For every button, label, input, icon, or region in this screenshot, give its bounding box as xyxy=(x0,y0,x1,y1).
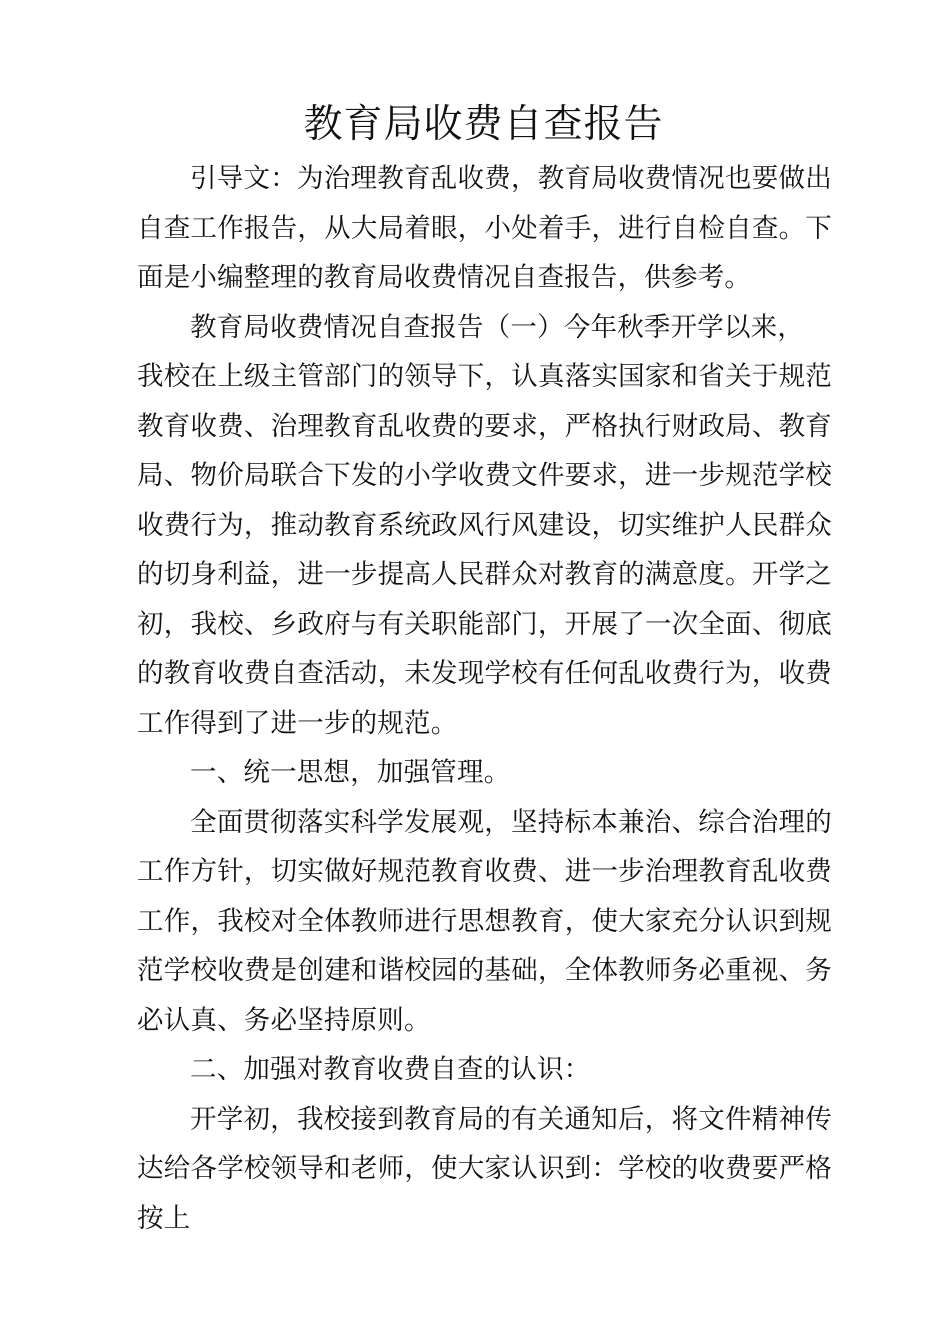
report-body-paragraph: 我校在上级主管部门的领导下，认真落实国家和省关于规范教育收费、治理教育乱收费的要求，严格执行财政局、教育局、物价局联合下发的小学收费文件要求，进一步规范学校收费行为，推动教育系统政风行风建设，切实维护人民群众的切身利益，进一步提高人民群众对教育的满意度。开学之初，我校、乡政府与有关职能部门，开展了一次全面、彻底的教育收费自查活动，未发现学校有任何乱收费行为，收费工作得到了进一步的规范。 xyxy=(137,361,832,739)
section-2-paragraph: 开学初，我校接到教育局的有关通知后，将文件精神传达给各学校领导和老师，使大家认识到：学校的收费要严格按上 xyxy=(137,1103,832,1234)
intro-paragraph: 引导文：为治理教育乱收费，教育局收费情况也要做出自查工作报告，从大局着眼，小处着手，进行自检自查。下面是小编整理的教育局收费情况自查报告，供参考。 xyxy=(137,163,832,293)
section-1-paragraph: 全面贯彻落实科学发展观，坚持标本兼治、综合治理的工作方针，切实做好规范教育收费、进一步治理教育乱收费工作，我校对全体教师进行思想教育，使大家充分认识到规范学校收费是创建和谐校园的基础，全体教师务必重视、务必认真、务必坚持原则。 xyxy=(137,806,832,1036)
document-title: 教育局收费自查报告 xyxy=(303,102,664,147)
report-heading: 教育局收费情况自查报告（一）今年秋季开学以来， xyxy=(190,311,805,343)
section-2-heading: 二、加强对教育收费自查的认识： xyxy=(190,1054,591,1085)
section-1-heading: 一、统一思想，加强管理。 xyxy=(190,757,511,788)
